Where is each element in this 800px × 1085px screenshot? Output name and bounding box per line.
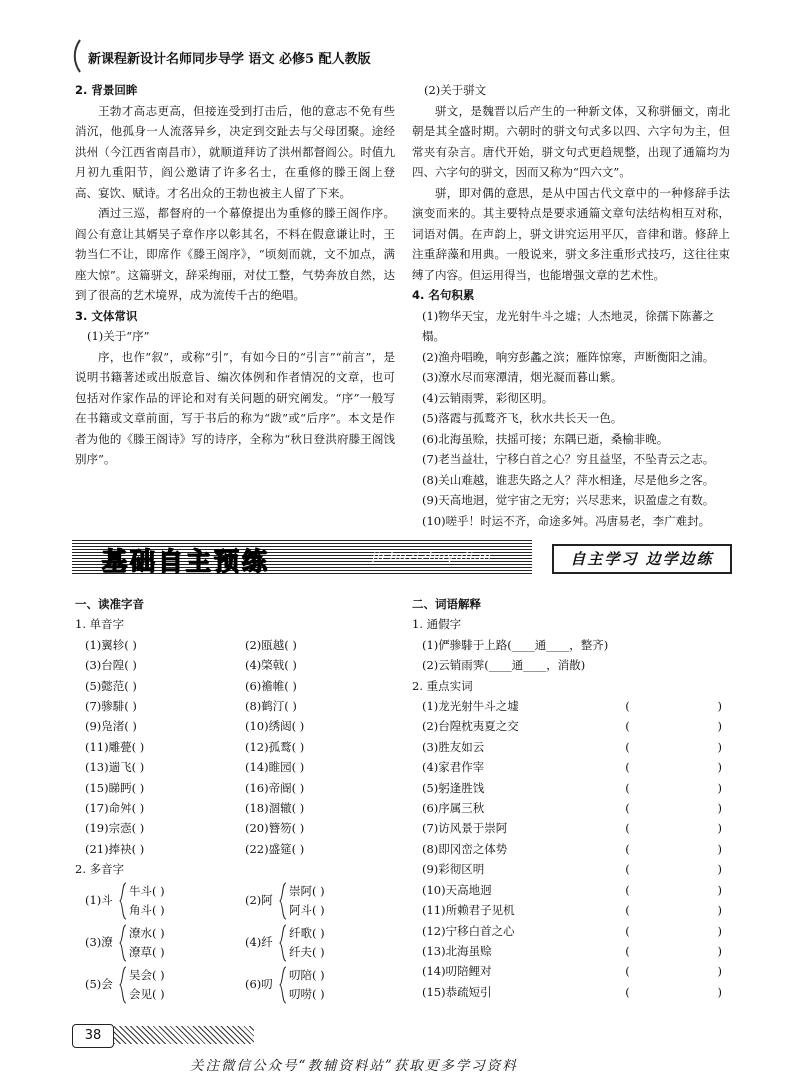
answer-paren: ( )	[625, 699, 722, 714]
brace-icon	[279, 882, 287, 920]
answer-paren: ( )	[625, 964, 722, 979]
answer-paren: ( )	[625, 760, 722, 775]
quote-item: (6)北海虽赊，扶摇可接；东隅已逝，桑榆非晚。	[422, 431, 669, 446]
shici-row	[412, 737, 722, 757]
multi-head: (2)阿	[245, 893, 273, 908]
shici-row	[412, 757, 722, 777]
section-background-title: 2. 背景回眸	[75, 83, 138, 97]
shici-item: (1)龙光射牛斗之墟	[422, 699, 519, 714]
page-number: 38	[72, 1024, 114, 1048]
shici-item: (14)叨陪鲤对	[422, 964, 492, 979]
single-item: (2)瓯越( )	[245, 637, 297, 652]
answer-paren: ( )	[625, 882, 722, 897]
multi-head: (6)叨	[245, 977, 273, 992]
single-row	[75, 737, 405, 757]
brace-icon	[279, 966, 287, 1004]
answer-paren: ( )	[625, 821, 722, 836]
page-header	[70, 38, 750, 78]
answer-paren: ( )	[625, 719, 722, 734]
multi-options	[287, 966, 325, 1004]
quote-item: (3)潦水尽而寒潭清，烟光凝而暮山紫。	[422, 370, 623, 384]
single-item: (1)翼轸( )	[85, 637, 137, 652]
multi-option: 角斗( )	[129, 902, 165, 917]
multi-option: 崇阿( )	[289, 883, 325, 898]
shici-row	[412, 921, 722, 941]
tongjia-list	[412, 635, 732, 676]
shici-row	[412, 798, 722, 818]
genre-sub-preface: (1)关于“序”	[87, 329, 150, 343]
multi-option: 纤歌( )	[289, 925, 325, 940]
multi-item	[85, 880, 245, 922]
multi-item	[245, 964, 405, 1006]
multi-title: 2. 多音字	[75, 862, 125, 877]
quote-item: (10)嗟乎！时运不齐，命途多舛。冯唐易老，李广难封。	[422, 513, 711, 528]
single-item: (16)帝阍( )	[245, 780, 305, 795]
shici-row	[412, 941, 722, 961]
single-item: (12)孤鹜( )	[245, 739, 305, 754]
shici-list	[412, 696, 732, 1002]
section-banner	[72, 540, 728, 574]
genre-sub-pianwen: (2)关于骈文	[424, 83, 487, 97]
shici-row	[412, 900, 722, 920]
answer-paren: ( )	[625, 903, 722, 918]
single-item: (7)骖騑( )	[85, 699, 137, 714]
multi-head: (1)斗	[85, 893, 113, 908]
multi-options	[127, 882, 165, 920]
quote-item: (1)物华天宝，龙光射牛斗之墟；人杰地灵，徐孺下陈蕃之榻。	[422, 308, 715, 343]
brace-icon	[119, 924, 127, 962]
quote-item: (9)天高地迥，觉宇宙之无穷；兴尽悲来，识盈虚之有数。	[422, 493, 715, 507]
single-item: (9)凫渚( )	[85, 719, 137, 734]
single-row	[75, 655, 405, 675]
quote-item: (8)关山难越，谁悲失路之人？萍水相逢，尽是他乡之客。	[422, 472, 715, 487]
multi-options	[287, 882, 325, 920]
multi-option: 纤夫( )	[289, 944, 325, 959]
single-item: (17)命舛( )	[85, 801, 145, 816]
shici-item: (10)天高地迥	[422, 882, 492, 897]
multi-option: 潦水( )	[129, 925, 165, 940]
answer-paren: ( )	[625, 801, 722, 816]
pianwen-paragraph-2: 骈，即对偶的意思，是从中国古代文章中的一种修辞手法演变而来的。其主要特点是要求通篇文章句法结构相互对称，词语对偶。在声韵上，骈文讲究运用平仄，音律和谐。修辞上注重辞藻和用典。一般说来，骈文多注重形式技巧，这往往束缚了内容。但运用得当，也能增强文章的艺术性。	[412, 185, 730, 282]
shici-item: (6)序属三秋	[422, 801, 485, 816]
banner-pinyin: jichuzizhuyulian	[372, 550, 492, 565]
shici-item: (5)躬逢胜饯	[422, 780, 485, 795]
single-item: (19)宗悫( )	[85, 821, 145, 836]
shici-item: (13)北海虽赊	[422, 943, 492, 958]
single-item: (5)懿范( )	[85, 678, 137, 693]
shici-title: 2. 重点实词	[412, 678, 473, 693]
answer-paren: ( )	[625, 984, 722, 999]
multi-option: 阿斗( )	[289, 902, 325, 917]
single-row	[75, 818, 405, 838]
quote-item: (2)渔舟唱晚，响穷彭蠡之滨；雁阵惊寒，声断衡阳之浦。	[422, 349, 715, 364]
tongjia-title: 1. 通假字	[412, 617, 462, 632]
single-row	[75, 635, 405, 655]
multi-head: (3)潦	[85, 935, 113, 950]
shici-item: (7)访风景于崇阿	[422, 821, 508, 836]
shici-item: (12)宁移白首之心	[422, 923, 515, 938]
shici-row	[412, 778, 722, 798]
shici-row	[412, 982, 722, 1002]
shici-item: (9)彩彻区明	[422, 862, 485, 877]
single-row	[75, 676, 405, 696]
multi-row	[75, 880, 405, 922]
quote-item: (7)老当益壮，宁移白首之心？穷且益坚，不坠青云之志。	[422, 452, 715, 466]
shici-row	[412, 839, 722, 859]
shici-item: (3)胜友如云	[422, 739, 485, 754]
quote-item: (5)落霞与孤鹜齐飞，秋水共长天一色。	[422, 411, 623, 425]
banner-subtitle: 自主学习 边学边练	[552, 544, 732, 574]
single-row	[75, 839, 405, 859]
multi-char-list	[75, 880, 405, 1006]
single-item: (11)雕甍( )	[85, 739, 145, 754]
multi-options	[127, 966, 165, 1004]
single-item: (10)绣闼( )	[245, 719, 305, 734]
single-char-list	[75, 635, 405, 859]
multi-head: (4)纤	[245, 935, 273, 950]
single-title: 1. 单音字	[75, 617, 125, 632]
shici-row	[412, 961, 722, 981]
single-item: (8)鹤汀( )	[245, 699, 297, 714]
single-row	[75, 757, 405, 777]
multi-option: 吴会( )	[129, 967, 165, 982]
single-row	[75, 798, 405, 818]
shici-item: (15)恭疏短引	[422, 984, 492, 999]
single-row	[75, 696, 405, 716]
right-column	[412, 80, 730, 531]
footer-note: 关注微信公众号“教辅资料站”获取更多学习资料	[190, 1058, 518, 1074]
single-item: (6)襜帷( )	[245, 678, 297, 693]
shici-item: (2)台隍枕夷夏之交	[422, 719, 519, 734]
shici-row	[412, 859, 722, 879]
multi-option: 会见( )	[129, 986, 165, 1001]
single-item: (20)簪笏( )	[245, 821, 305, 836]
answer-paren: ( )	[625, 943, 722, 958]
multi-item	[245, 922, 405, 964]
section-quotes-title: 4. 名句积累	[412, 288, 475, 302]
quotes-list	[412, 306, 730, 532]
multi-item	[245, 880, 405, 922]
exercise-pronunciation	[75, 594, 405, 1006]
preface-paragraph: 序，也作“叙”，或称“引”，有如今日的“引言”“前言”，是说明书籍著述或出版意旨、编次体例和作者情况的文章，也可包括对作家作品的评论和对有关问题的研究阐发。“序”一般写在书籍或文章前面，写于书后的称为“跋”或“后序”。本文是作者为他的《滕王阁诗》写的诗序，全称为“秋日登洪府滕王阁饯别序”。	[75, 349, 395, 466]
multi-option: 叨陪( )	[289, 967, 325, 982]
multi-option: 牛斗( )	[129, 883, 165, 898]
single-item: (3)台隍( )	[85, 658, 137, 673]
left-column	[75, 80, 395, 470]
pianwen-paragraph-1: 骈文，是魏晋以后产生的一种新文体，又称骈俪文，南北朝是其全盛时期。六朝时的骈文句式多以四、六字句为主，但常夹有杂言。唐代开始，骈文句式更趋规整，出现了通篇均为四、六字句的骈文，因而又称为“四六文”。	[412, 103, 730, 179]
pronunciation-title: 一、读准字音	[75, 597, 144, 611]
tongjia-item: (1)俨骖騑于上路(____通____，整齐)	[422, 637, 609, 652]
single-item: (21)捧袂( )	[85, 841, 145, 856]
answer-paren: ( )	[625, 862, 722, 877]
vocabulary-title: 二、词语解释	[412, 597, 481, 611]
single-item: (18)涸辙( )	[245, 801, 305, 816]
footer-stripe-decoration	[114, 1026, 254, 1044]
header-curve-decoration	[70, 38, 86, 74]
shici-item: (4)家君作宰	[422, 760, 485, 775]
section-genre-title: 3. 文体常识	[75, 308, 138, 323]
single-item: (14)睢园( )	[245, 760, 305, 775]
single-item: (22)盛筵( )	[245, 841, 305, 856]
quote-item: (4)云销雨霁，彩彻区明。	[422, 390, 554, 405]
single-row	[75, 778, 405, 798]
single-item: (15)睇眄( )	[85, 780, 145, 795]
single-item: (4)棨戟( )	[245, 658, 297, 673]
multi-item	[85, 964, 245, 1006]
brace-icon	[279, 924, 287, 962]
multi-option: 潦草( )	[129, 944, 165, 959]
background-paragraph-1: 王勃才高志更高，但接连受到打击后，他的意志不免有些消沉，他孤身一人流落异乡，决定到交趾去与父母团聚。途经洪州（今江西省南昌市），就顺道拜访了洪州都督阎公。时值九月初九重阳节，阎公邀请了许多名士，在重修的滕王阁上登高、宴饮、赋诗。才名出众的王勃也被主人留了下来。	[75, 103, 395, 200]
shici-item: (8)即冈峦之体势	[422, 841, 508, 856]
shici-row	[412, 818, 722, 838]
banner-title: 基础自主预练	[102, 547, 271, 576]
multi-row	[75, 964, 405, 1006]
answer-paren: ( )	[625, 841, 722, 856]
multi-item	[85, 922, 245, 964]
exercise-vocabulary	[412, 594, 732, 1002]
brace-icon	[119, 882, 127, 920]
multi-head: (5)会	[85, 977, 113, 992]
multi-options	[287, 924, 325, 962]
background-paragraph-2: 酒过三巡，都督府的一个幕僚提出为重修的滕王阁作序。阎公有意让其婿吴子章作序以彰其名，不料在假意谦让时，王勃当仁不让，即席作《滕王阁序》，“顷刻而就，文不加点，满座大惊”。这篇骈文，辞采绚丽，对仗工整，气势奔放自然，达到了很高的艺术境界，成为流传千古的绝唱。	[75, 206, 395, 302]
brace-icon	[119, 966, 127, 1004]
shici-row	[412, 880, 722, 900]
single-row	[75, 716, 405, 736]
shici-item: (11)所赖君子见机	[422, 903, 515, 918]
answer-paren: ( )	[625, 780, 722, 795]
multi-options	[127, 924, 165, 962]
multi-row	[75, 922, 405, 964]
single-item: (13)遄飞( )	[85, 760, 145, 775]
shici-row	[412, 696, 722, 716]
answer-paren: ( )	[625, 923, 722, 938]
multi-option: 叨唠( )	[289, 986, 325, 1001]
shici-row	[412, 716, 722, 736]
tongjia-item: (2)云销雨霁(____通____，消散)	[422, 658, 586, 673]
answer-paren: ( )	[625, 739, 722, 754]
header-title: 新课程新设计名师同步导学 语文 必修5 配人教版	[88, 52, 371, 67]
